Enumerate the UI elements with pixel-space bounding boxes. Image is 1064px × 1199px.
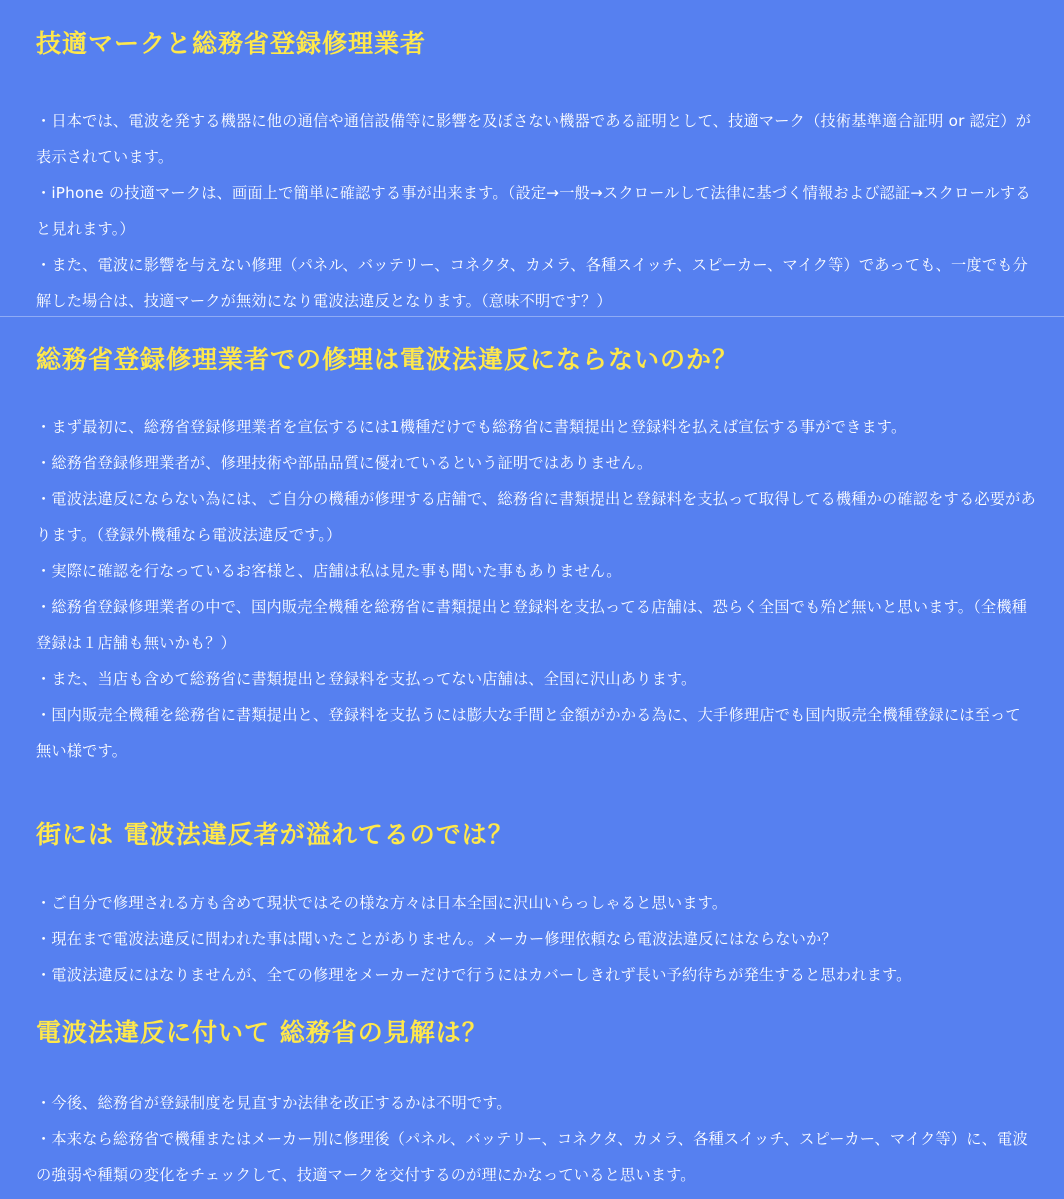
- bullet-paragraph: ・iPhone の技適マークは、画面上で簡単に確認する事が出来ます。（設定→一般→スクロールして法律に基づく情報および認証→スクロールすると見れます。）: [36, 184, 1031, 238]
- bullet-paragraph: ・今後、総務省が登録制度を見直すか法律を改正するかは不明です。: [36, 1094, 512, 1112]
- section-body: [36, 885, 1036, 993]
- bullet-paragraph: ・また、電波に影響を与えない修理（パネル、バッテリー、コネクタ、カメラ、各種スイッチ、スピーカー、マイク等）であっても、一度でも分解した場合は、技適マークが無効になり電波法違反となります。（意味不明です？）: [36, 256, 1028, 310]
- section-body: [36, 409, 1036, 769]
- bullet-paragraph: ・まず最初に、総務省登録修理業者を宣伝するには1機種だけでも総務省に書類提出と登録料を払えば宣伝する事ができます。: [36, 418, 907, 436]
- section-body: [36, 1085, 1036, 1193]
- section-heading: 電波法違反に付いて 総務省の見解は？: [36, 1018, 488, 1047]
- section-gitekimark: [0, 27, 1064, 319]
- bullet-paragraph: ・電波法違反にならない為には、ご自分の機種が修理する店舗で、総務省に書類提出と登録料を支払って取得してる機種かの確認をする必要があります。（登録外機種なら電波法違反です。）: [36, 490, 1036, 544]
- section-heading: 街には 電波法違反者が溢れてるのでは？: [36, 820, 514, 849]
- section-divider: [0, 316, 1064, 317]
- bullet-paragraph: ・総務省登録修理業者の中で、国内販売全機種を総務省に書類提出と登録料を支払ってる店舗は、恐らく全国でも殆ど無いと思います。（全機種登録は１店舗も無いかも？）: [36, 598, 1028, 652]
- bullet-paragraph: ・ご自分で修理される方も含めて現状ではその様な方々は日本全国に沢山いらっしゃると思います。: [36, 894, 728, 912]
- bullet-paragraph: ・また、当店も含めて総務省に書類提出と登録料を支払ってない店舗は、全国に沢山あります。: [36, 670, 697, 688]
- bullet-paragraph: ・総務省登録修理業者が、修理技術や部品品質に優れているという証明ではありません。: [36, 454, 653, 472]
- bullet-paragraph: ・日本では、電波を発する機器に他の通信や通信設備等に影響を及ぼさない機器である証明として、技適マーク（技術基準適合証明 or 認定）が表示されています。: [36, 112, 1032, 166]
- section-ministry-view: [0, 1016, 1064, 1193]
- section-registered-repair: [0, 343, 1064, 769]
- bullet-paragraph: ・現在まで電波法違反に問われた事は聞いたことがありません。メーカー修理依頼なら電波法違反にはならないか？: [36, 930, 837, 948]
- bullet-paragraph: ・電波法違反にはなりませんが、全ての修理をメーカーだけで行うにはカバーしきれず長い予約待ちが発生すると思われます。: [36, 966, 912, 984]
- bullet-paragraph: ・実際に確認を行なっているお客様と、店舗は私は見た事も聞いた事もありません。: [36, 562, 622, 580]
- bullet-paragraph: ・本来なら総務省で機種またはメーカー別に修理後（パネル、バッテリー、コネクタ、カメラ、各種スイッチ、スピーカー、マイク等）に、電波の強弱や種類の変化をチェックして、技適マークを交付するのが理にかなっていると思います。: [36, 1130, 1028, 1184]
- section-heading: 総務省登録修理業者での修理は電波法違反にならないのか？: [36, 345, 739, 374]
- bullet-paragraph: ・国内販売全機種を総務省に書類提出と、登録料を支払うには膨大な手間と金額がかかる為に、大手修理店でも国内販売全機種登録には至って無い様です。: [36, 706, 1021, 760]
- section-heading: 技適マークと総務省登録修理業者: [36, 29, 427, 58]
- section-body: [36, 103, 1036, 319]
- section-violators: [0, 818, 1064, 993]
